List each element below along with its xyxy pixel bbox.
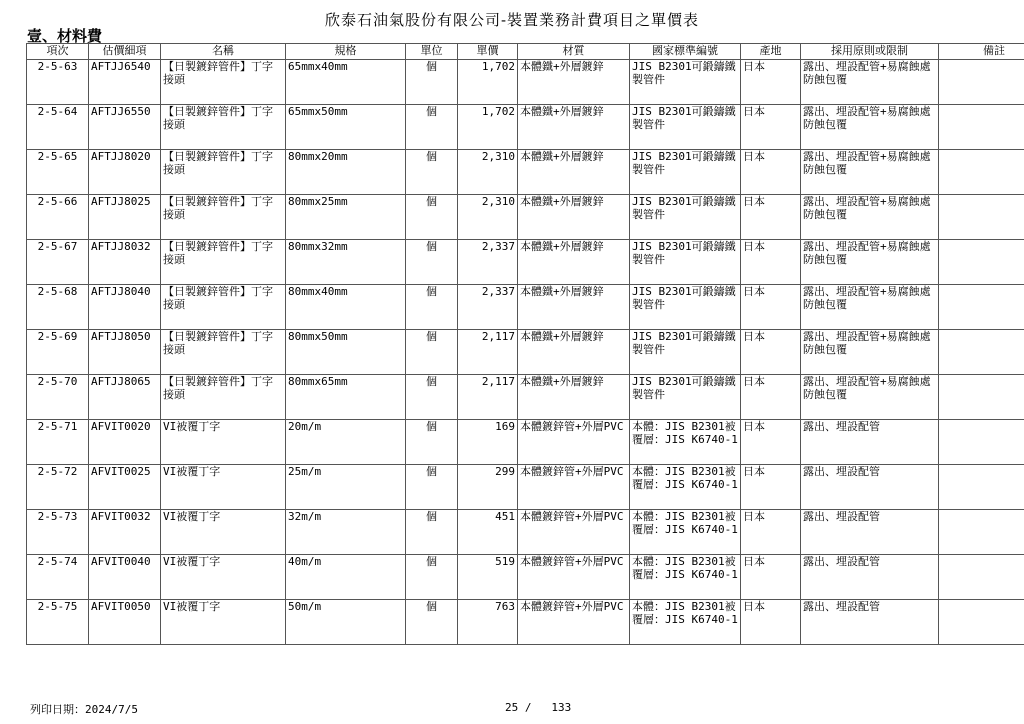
cell-note (939, 285, 1024, 330)
cell-note (939, 510, 1024, 555)
cell-code: AFVIT0040 (89, 555, 161, 600)
cell-item: 2-5-66 (27, 195, 89, 240)
cell-note (939, 600, 1024, 645)
table-row (27, 375, 1024, 420)
page-number: 25 / 133 (505, 701, 572, 714)
cell-unit: 個 (406, 150, 458, 195)
cell-principle: 露出、埋設配管+易腐蝕處防蝕包覆 (801, 105, 939, 150)
cell-note (939, 555, 1024, 600)
table-row (27, 465, 1024, 510)
cell-standard: JIS B2301可鍛鑄鐵製管件 (630, 285, 741, 330)
cell-note (939, 150, 1024, 195)
cell-origin: 日本 (741, 240, 801, 285)
header-standard: 國家標準編號 (630, 44, 741, 60)
cell-unit: 個 (406, 60, 458, 105)
cell-material: 本體鐵+外層鍍鋅 (518, 240, 630, 285)
header-code: 估價細項 (89, 44, 161, 60)
table-row (27, 150, 1024, 195)
cell-spec: 80mmx20mm (286, 150, 406, 195)
cell-principle: 露出、埋設配管 (801, 600, 939, 645)
cell-item: 2-5-69 (27, 330, 89, 375)
cell-code: AFTJJ8032 (89, 240, 161, 285)
cell-note (939, 330, 1024, 375)
cell-item: 2-5-70 (27, 375, 89, 420)
cell-spec: 32m/m (286, 510, 406, 555)
cell-spec: 40m/m (286, 555, 406, 600)
cell-item: 2-5-64 (27, 105, 89, 150)
cell-spec: 80mmx50mm (286, 330, 406, 375)
cell-code: AFTJJ6550 (89, 105, 161, 150)
cell-material: 本體鐵+外層鍍鋅 (518, 285, 630, 330)
table-row (27, 285, 1024, 330)
cell-principle: 露出、埋設配管+易腐蝕處防蝕包覆 (801, 150, 939, 195)
cell-price: 2,117 (458, 375, 518, 420)
cell-name: 【日製鍍鋅管件】丁字接頭 (161, 195, 286, 240)
cell-origin: 日本 (741, 105, 801, 150)
cell-item: 2-5-67 (27, 240, 89, 285)
cell-item: 2-5-74 (27, 555, 89, 600)
cell-code: AFVIT0025 (89, 465, 161, 510)
cell-unit: 個 (406, 240, 458, 285)
cell-unit: 個 (406, 330, 458, 375)
cell-material: 本體鍍鋅管+外層PVC (518, 600, 630, 645)
cell-unit: 個 (406, 510, 458, 555)
cell-standard: JIS B2301可鍛鑄鐵製管件 (630, 375, 741, 420)
cell-principle: 露出、埋設配管+易腐蝕處防蝕包覆 (801, 240, 939, 285)
table-row (27, 555, 1024, 600)
header-name: 名稱 (161, 44, 286, 60)
cell-price: 451 (458, 510, 518, 555)
cell-name: VI被覆丁字 (161, 465, 286, 510)
cell-spec: 80mmx25mm (286, 195, 406, 240)
table-row (27, 195, 1024, 240)
cell-item: 2-5-72 (27, 465, 89, 510)
cell-price: 169 (458, 420, 518, 465)
cell-material: 本體鐵+外層鍍鋅 (518, 195, 630, 240)
cell-note (939, 420, 1024, 465)
cell-name: VI被覆丁字 (161, 420, 286, 465)
table-row (27, 420, 1024, 465)
cell-name: 【日製鍍鋅管件】丁字接頭 (161, 330, 286, 375)
cell-price: 2,310 (458, 150, 518, 195)
table-row (27, 330, 1024, 375)
cell-unit: 個 (406, 555, 458, 600)
cell-material: 本體鍍鋅管+外層PVC (518, 510, 630, 555)
cell-origin: 日本 (741, 285, 801, 330)
cell-item: 2-5-63 (27, 60, 89, 105)
cell-spec: 50m/m (286, 600, 406, 645)
cell-standard: 本體：JIS B2301被覆層：JIS K6740-1 (630, 600, 741, 645)
cell-principle: 露出、埋設配管 (801, 420, 939, 465)
cell-principle: 露出、埋設配管 (801, 555, 939, 600)
cell-standard: JIS B2301可鍛鑄鐵製管件 (630, 150, 741, 195)
cell-origin: 日本 (741, 600, 801, 645)
cell-origin: 日本 (741, 150, 801, 195)
cell-spec: 25m/m (286, 465, 406, 510)
cell-origin: 日本 (741, 195, 801, 240)
cell-name: VI被覆丁字 (161, 600, 286, 645)
cell-origin: 日本 (741, 375, 801, 420)
cell-note (939, 375, 1024, 420)
cell-material: 本體鍍鋅管+外層PVC (518, 555, 630, 600)
cell-origin: 日本 (741, 465, 801, 510)
cell-note (939, 105, 1024, 150)
cell-code: AFTJJ8020 (89, 150, 161, 195)
cell-code: AFTJJ8050 (89, 330, 161, 375)
cell-principle: 露出、埋設配管 (801, 465, 939, 510)
cell-note (939, 195, 1024, 240)
header-note: 備註 (939, 44, 1024, 60)
document-title: 欣泰石油氣股份有限公司-裝置業務計費項目之單價表 (324, 11, 700, 29)
table-row (27, 240, 1024, 285)
price-table (26, 43, 1024, 645)
cell-item: 2-5-73 (27, 510, 89, 555)
cell-material: 本體鐵+外層鍍鋅 (518, 375, 630, 420)
cell-spec: 80mmx32mm (286, 240, 406, 285)
header-item: 項次 (27, 44, 89, 60)
cell-material: 本體鍍鋅管+外層PVC (518, 465, 630, 510)
table-header-row (27, 44, 1024, 60)
cell-code: AFVIT0020 (89, 420, 161, 465)
cell-principle: 露出、埋設配管+易腐蝕處防蝕包覆 (801, 375, 939, 420)
header-spec: 規格 (286, 44, 406, 60)
cell-price: 1,702 (458, 105, 518, 150)
cell-note (939, 465, 1024, 510)
cell-code: AFTJJ8040 (89, 285, 161, 330)
cell-item: 2-5-68 (27, 285, 89, 330)
header-material: 材質 (518, 44, 630, 60)
cell-material: 本體鐵+外層鍍鋅 (518, 150, 630, 195)
cell-price: 2,337 (458, 285, 518, 330)
cell-spec: 20m/m (286, 420, 406, 465)
cell-principle: 露出、埋設配管+易腐蝕處防蝕包覆 (801, 60, 939, 105)
cell-principle: 露出、埋設配管 (801, 510, 939, 555)
cell-standard: JIS B2301可鍛鑄鐵製管件 (630, 105, 741, 150)
cell-name: 【日製鍍鋅管件】丁字接頭 (161, 60, 286, 105)
cell-unit: 個 (406, 105, 458, 150)
cell-name: 【日製鍍鋅管件】丁字接頭 (161, 105, 286, 150)
section-heading: 壹、材料費 (27, 27, 103, 45)
cell-principle: 露出、埋設配管+易腐蝕處防蝕包覆 (801, 285, 939, 330)
cell-unit: 個 (406, 600, 458, 645)
cell-unit: 個 (406, 420, 458, 465)
cell-standard: 本體：JIS B2301被覆層：JIS K6740-1 (630, 510, 741, 555)
cell-origin: 日本 (741, 510, 801, 555)
cell-code: AFVIT0032 (89, 510, 161, 555)
cell-item: 2-5-71 (27, 420, 89, 465)
cell-price: 2,337 (458, 240, 518, 285)
cell-standard: JIS B2301可鍛鑄鐵製管件 (630, 195, 741, 240)
cell-standard: 本體：JIS B2301被覆層：JIS K6740-1 (630, 465, 741, 510)
cell-price: 2,117 (458, 330, 518, 375)
cell-material: 本體鐵+外層鍍鋅 (518, 60, 630, 105)
cell-spec: 80mmx65mm (286, 375, 406, 420)
cell-unit: 個 (406, 465, 458, 510)
cell-item: 2-5-75 (27, 600, 89, 645)
cell-origin: 日本 (741, 330, 801, 375)
cell-unit: 個 (406, 285, 458, 330)
cell-unit: 個 (406, 375, 458, 420)
cell-standard: JIS B2301可鍛鑄鐵製管件 (630, 240, 741, 285)
cell-code: AFVIT0050 (89, 600, 161, 645)
cell-standard: 本體：JIS B2301被覆層：JIS K6740-1 (630, 420, 741, 465)
table-row (27, 600, 1024, 645)
cell-origin: 日本 (741, 60, 801, 105)
cell-spec: 65mmx40mm (286, 60, 406, 105)
print-date: 列印日期：2024/7/5 (30, 703, 138, 716)
cell-price: 519 (458, 555, 518, 600)
cell-material: 本體鐵+外層鍍鋅 (518, 330, 630, 375)
cell-spec: 65mmx50mm (286, 105, 406, 150)
header-origin: 產地 (741, 44, 801, 60)
header-unit: 單位 (406, 44, 458, 60)
table-row (27, 60, 1024, 105)
table-row (27, 510, 1024, 555)
cell-standard: JIS B2301可鍛鑄鐵製管件 (630, 330, 741, 375)
cell-name: 【日製鍍鋅管件】丁字接頭 (161, 240, 286, 285)
cell-name: VI被覆丁字 (161, 510, 286, 555)
cell-material: 本體鍍鋅管+外層PVC (518, 420, 630, 465)
cell-standard: JIS B2301可鍛鑄鐵製管件 (630, 60, 741, 105)
cell-material: 本體鐵+外層鍍鋅 (518, 105, 630, 150)
cell-origin: 日本 (741, 555, 801, 600)
cell-note (939, 60, 1024, 105)
cell-note (939, 240, 1024, 285)
header-principle: 採用原則或限制 (801, 44, 939, 60)
cell-name: VI被覆丁字 (161, 555, 286, 600)
cell-item: 2-5-65 (27, 150, 89, 195)
cell-principle: 露出、埋設配管+易腐蝕處防蝕包覆 (801, 195, 939, 240)
cell-price: 2,310 (458, 195, 518, 240)
cell-principle: 露出、埋設配管+易腐蝕處防蝕包覆 (801, 330, 939, 375)
cell-code: AFTJJ8025 (89, 195, 161, 240)
table-row (27, 105, 1024, 150)
cell-spec: 80mmx40mm (286, 285, 406, 330)
header-price: 單價 (458, 44, 518, 60)
cell-code: AFTJJ6540 (89, 60, 161, 105)
cell-price: 763 (458, 600, 518, 645)
cell-standard: 本體：JIS B2301被覆層：JIS K6740-1 (630, 555, 741, 600)
cell-name: 【日製鍍鋅管件】丁字接頭 (161, 285, 286, 330)
cell-price: 1,702 (458, 60, 518, 105)
cell-code: AFTJJ8065 (89, 375, 161, 420)
cell-price: 299 (458, 465, 518, 510)
cell-origin: 日本 (741, 420, 801, 465)
cell-name: 【日製鍍鋅管件】丁字接頭 (161, 150, 286, 195)
cell-name: 【日製鍍鋅管件】丁字接頭 (161, 375, 286, 420)
cell-unit: 個 (406, 195, 458, 240)
